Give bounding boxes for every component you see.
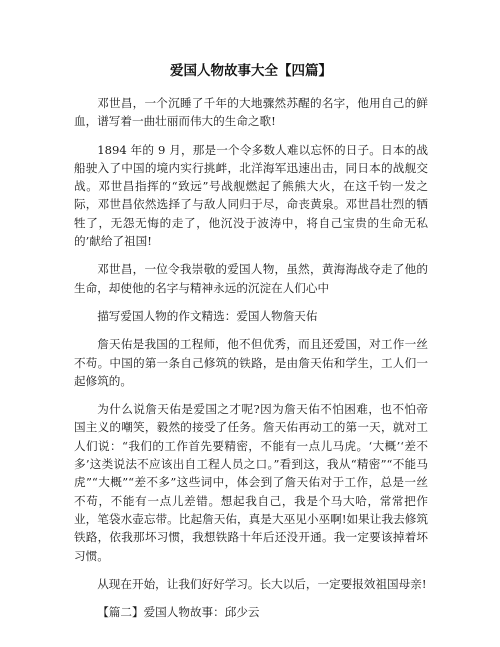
paragraph-5: 詹天佑是我国的工程师，他不但优秀，而且还爱国，对工作一丝不苟。中国的第一条自己修筑的铁路，是由詹天佑和学生，工人们一起修筑的。 <box>74 337 428 388</box>
paragraph-2: 1894 年的 9 月，那是一个令多数人难以忘怀的日子。日本的战船驶入了中国的境内实行挑衅，北洋海军迅速出击，同日本的战舰交战。邓世昌指挥的“致远”号战舰燃起了熊熊大火，在这千钧一发之际，邓世昌依然选择了与敌人同归于尽，命丧黄泉。邓世昌壮烈的牺牲了，无怨无悔的走了，他沉没于波涛中，将自己宝贵的生命无私的’献给了祖国! <box>74 142 428 249</box>
paragraph-4-subheading: 描写爱国人物的作文精选：爱国人物詹天佑 <box>97 308 318 323</box>
paragraph-1: 邓世昌，一个沉睡了千年的大地骤然苏醒的名字，他用自己的鲜血，谱写着一曲壮丽而伟大的生命之歌! <box>74 96 428 129</box>
paragraph-7: 从现在开始，让我们好好学习。长大以后，一定要报效祖国母亲! <box>97 576 427 591</box>
paragraph-6: 为什么说詹天佑是爱国之才呢?因为詹天佑不怕困难，也不怕帝国主义的嘲笑，毅然的接受了任务。詹天佑再动工的第一天，就对工人们说：“我们的工作首先要精密，不能有一点儿马虎。‘大概’‘差不多’这类说法不应该出自工程人员之口。”看到这，我从“精密”“不能马虎”“大概”“差不多”这些词中，体会到了詹天佑对于工作，总是一丝不苟，不能有一点儿差错。想起我自己，我是个马大哈，常常把作业，笔袋水壶忘带。比起詹天佑，真是大巫见小巫啊!如果让我去修筑铁路，依我那坏习惯，我想铁路十年后还没开通。我一定要该掉着坏习惯。 <box>74 402 428 563</box>
section-heading-part-two: 【篇二】爱国人物故事：邱少云 <box>97 605 260 620</box>
document-title: 爱国人物故事大全【四篇】 <box>170 63 332 79</box>
paragraph-3: 邓世昌，一位令我崇敬的爱国人物，虽然，黄海海战夺走了他的生命，却使他的名字与精神永远的沉淀在人们心中 <box>74 262 428 295</box>
